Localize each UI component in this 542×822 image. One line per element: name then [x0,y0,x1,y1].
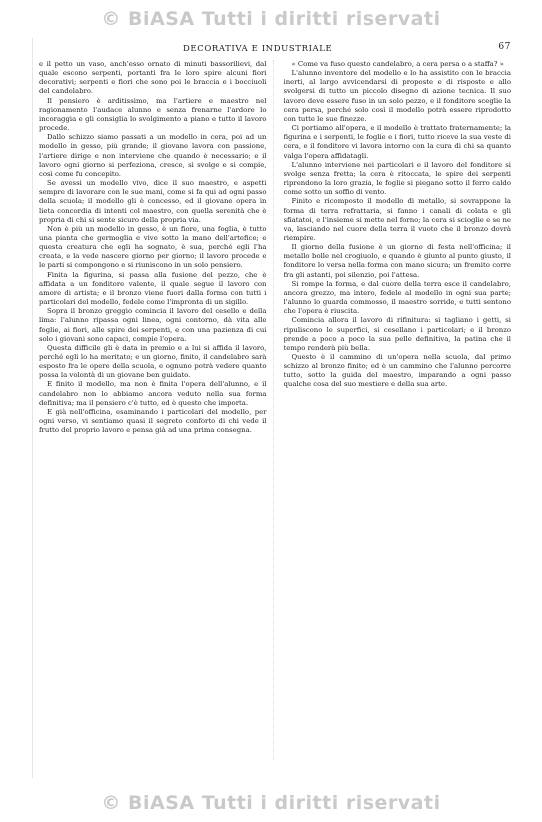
paragraph: Ci portiamo all'opera, e il modello è trattato fraternamente; la figurina e i serpenti, le foglie e i fiori, tutto riceve la sua veste di cera, e il fonditore vi lavora intorno con la cura di chi sa quanto valga l'opera affidatagli. [283,124,511,160]
running-title: DECORATIVA E INDUSTRIALE [183,44,333,54]
text-columns [39,60,511,760]
paragraph: « Come va fuso questo candelabro, a cera persa o a staffa? » [291,60,504,68]
watermark-bottom: © BiASA Tutti i diritti riservati [101,792,441,814]
paragraph: Dallo schizzo siamo passati a un modello in cera, poi ad un modello in gesso, più grande; il giovane lavora con passione, l'artiere dirige e non interviene che quando è necessario; e il lavoro ogni giorno si perfeziona, cresce, si svolge e si compie, così come fu concepito. [39,133,267,178]
paragraph: Non è più un modello in gesso, è un fiore, una foglia, è tutto una pianta che germoglia e vive sotto la mano dell'artefice; e questa creatura che egli ha sognato, è sua, perché egli l'ha creata, e la vede nascere giorno per giorno; il lavoro procede e le parti si compongono e si riuniscono in un solo pensiero. [39,224,267,270]
paragraph: Il pensiero è arditissimo, ma l'artiere e maestro nel ragionamento l'audace alunno e senza frenarne l'ardore lo incoraggia e gli consiglia lo svolgimento a piano e tutto il lavoro procede. [39,96,267,133]
paragraph: Comincia allora il lavoro di rifinitura: si tagliano i getti, si ripuliscono le superfici, si cesellano i particolari; e il bronzo prende a poco a poco la sua pelle definitiva, la patina che il tempo renderà più bella. [283,316,511,352]
document-page [32,38,511,778]
paragraph: Se avessi un modello vivo, dice il suo maestro, e aspetti sempre di lavorare con le sue mani, come si fa qui ad ogni passo della scuola; il modello gli è concesso, ed il giovane opera in lieta concordia di intenti col maestro, con quella serenità che è propria di chi si sente sicuro della propria via. [39,179,267,224]
paragraph: Si rompe la forma, e dal cuore della terra esce il candelabro, ancora grezzo, ma intero, fedele al modello in ogni sua parte; l'alunno lo guarda commosso, il maestro sorride, e tutti sentono che l'opera è riuscita. [283,279,511,316]
paragraph: L'alunno interviene nei particolari e il lavoro del fonditore si svolge senza fretta; la cera è ritoccata, le spire dei serpenti riprendono la loro grazia, le foglie si piegano sotto il ferro caldo come sotto un soffio di vento. [283,160,511,197]
paragraph: Finita la figurina, si passa alla fusione del pezzo, che è affidata a un fonditore valente, il quale segue il lavoro con amore di artista; e il bronzo viene fuori dalla forma con tutti i particolari del modello, fedele come l'impronta di un sigillo. [39,270,267,307]
paragraph: L'alunno inventore del modello e lo ha assistito con le braccia inerti, al largo avvicendarsi di proposte e di risposte e allo svolgersi di tutto un piccolo disegno di azione tecnica. Il suo lavoro deve essere fuso in un solo pezzo, e il fonditore sceglie la cera persa, perché solo così il modello potrà essere riprodotto con tutte le sue finezze. [283,69,511,123]
paragraph: Il giorno della fusione è un giorno di festa nell'officina; il metallo bolle nel crogiuolo, e quando è giunto al punto giusto, il fonditore lo versa nella forma con mano sicura; un fremito corre fra gli astanti, poi silenzio, poi l'attesa. [283,243,511,279]
watermark-top: © BiASA Tutti i diritti riservati [101,8,441,30]
paragraph: e il petto un vaso, anch'esso ornato di minuti bassorilievi, dal quale escono serpenti, portanti fra le loro spire alcuni fiori decorativi; serpenti e fiori che sono poi le braccia e i bocciuoli del candelabro. [39,60,267,96]
page-header [33,38,511,58]
paragraph: E finito il modello, ma non è finita l'opera dell'alunno, e il candelabro non lo abbiamo ancora veduto nella sua forma definitiva; ma il pensiero c'è tutto, ed è questo che importa. [39,380,267,407]
left-column [39,60,274,760]
paragraph: E già nell'officina, esaminando i particolari del modello, per ogni verso, vi sentiamo quasi il segreto conforto di chi vede il frutto del proprio lavoro e pensa già ad una prima consegna. [39,407,267,435]
paragraph: Questa difficile gli è data in premio e a lui si affida il lavoro, perché egli lo ha meritato; e un giorno, finito, il candelabro sarà esposto fra le opere della scuola, e ognuno potrà vedere quanto possa la volontà di un giovane ben guidato. [39,343,267,380]
right-column [284,60,512,760]
paragraph: Sopra il bronzo greggio comincia il lavoro del cesello e della lima: l'alunno ripassa ogni linea, ogni contorno, dà vita alle foglie, ai fiori, alle spire dei serpenti, e con una pazienza di cui solo i giovani sono capaci, compie l'opera. [39,307,267,343]
paragraph: Finito e ricomposto il modello di metallo, si sovrappone la forma di terra refrattaria, si fanno i canali di colata e gli sfiatatoi, e l'insieme si mette nel forno; la cera si scioglie e se ne va, lasciando nel cuore della terra il vuoto che il bronzo dovrà riempire. [283,197,511,242]
page-number: 67 [498,42,511,52]
paragraph: Questo è il cammino di un'opera nella scuola, dal primo schizzo al bronzo finito; ed è un cammino che l'alunno percorre tutto, sotto la guida del maestro, imparando a ogni passo qualche cosa del suo mestiere e della sua arte. [283,353,511,389]
